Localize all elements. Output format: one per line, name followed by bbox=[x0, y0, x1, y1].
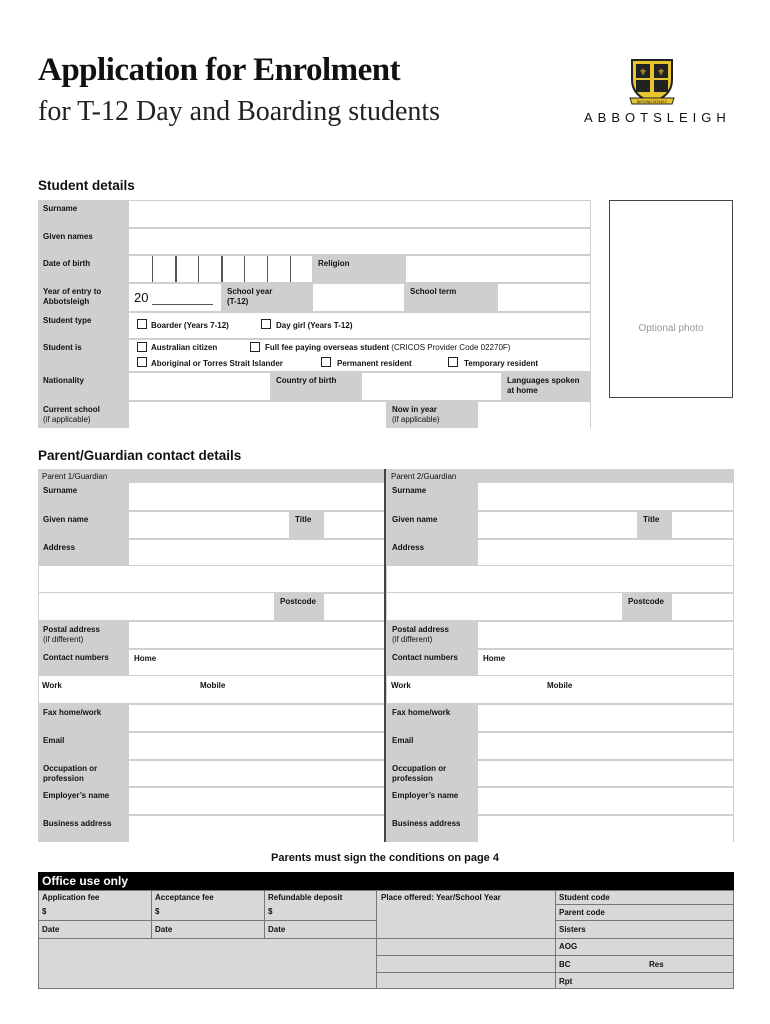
p2-occupation-line1: Occupation or bbox=[392, 764, 447, 773]
office-divider bbox=[376, 890, 377, 989]
surname-input[interactable] bbox=[129, 201, 590, 227]
p2-mobile-label: Mobile bbox=[547, 681, 573, 690]
p2-home-label: Home bbox=[483, 654, 506, 663]
school-term-input[interactable] bbox=[498, 284, 590, 311]
p2-email-label: Email bbox=[387, 732, 477, 759]
p2-address-input[interactable] bbox=[478, 540, 733, 565]
p1-surname-label: Surname bbox=[38, 482, 128, 510]
p1-title-input[interactable] bbox=[324, 512, 384, 538]
app-fee-dollar: $ bbox=[42, 907, 47, 916]
current-school-line2: (if applicable) bbox=[43, 414, 91, 424]
nationality-label: Nationality bbox=[38, 372, 128, 400]
student-code-label: Student code bbox=[559, 893, 610, 902]
p1-home-input[interactable] bbox=[129, 650, 384, 675]
p2-email-input[interactable] bbox=[478, 733, 733, 759]
languages-line2: at home bbox=[507, 385, 538, 395]
place-offered-label: Place offered: Year/School Year bbox=[381, 893, 501, 902]
parent1-heading: Parent 1/Guardian bbox=[42, 472, 108, 481]
religion-label: Religion bbox=[313, 255, 405, 282]
p1-business-label: Business address bbox=[38, 815, 128, 842]
accept-fee-date: Date bbox=[155, 925, 173, 934]
given-names-label: Given names bbox=[38, 228, 128, 254]
p2-occupation-line2: profession bbox=[392, 773, 433, 783]
boarder-label: Boarder (Years 7-12) bbox=[151, 321, 229, 330]
p1-contact-label: Contact numbers bbox=[38, 649, 128, 675]
full-fee-label bbox=[265, 343, 510, 353]
rpt-label: Rpt bbox=[559, 977, 573, 986]
p2-postal-input[interactable] bbox=[478, 622, 733, 648]
school-crest-logo bbox=[626, 56, 678, 106]
country-birth-input[interactable] bbox=[362, 373, 501, 400]
dob-divider bbox=[198, 256, 199, 282]
p2-occupation-label bbox=[387, 760, 477, 786]
p2-given-label: Given name bbox=[387, 511, 477, 538]
p2-work-label: Work bbox=[391, 681, 411, 690]
p2-address-label: Address bbox=[387, 539, 477, 565]
app-fee-label: Application fee bbox=[42, 893, 100, 902]
photo-label: Optional photo bbox=[638, 323, 704, 334]
student-type-label: Student type bbox=[38, 312, 128, 338]
school-year-input[interactable] bbox=[313, 284, 404, 311]
p1-postal-input[interactable] bbox=[129, 622, 384, 648]
school-year-line2: (T-12) bbox=[227, 296, 249, 306]
office-divider bbox=[38, 920, 376, 921]
current-school-line1: Current school bbox=[43, 405, 100, 414]
now-in-year-line1: Now in year bbox=[392, 405, 437, 414]
cricos-text: (CRICOS Provider Code 02270F) bbox=[391, 343, 511, 352]
office-divider bbox=[555, 904, 734, 905]
p1-postal-label bbox=[38, 621, 128, 648]
refund-dollar: $ bbox=[268, 907, 273, 916]
aus-citizen-label: Australian citizen bbox=[151, 343, 218, 352]
parent-code-label: Parent code bbox=[559, 908, 605, 917]
app-fee-date: Date bbox=[42, 925, 60, 934]
temporary-resident-label: Temporary resident bbox=[464, 359, 539, 368]
p1-postcode-label: Postcode bbox=[275, 593, 323, 620]
permanent-resident-label: Permanent resident bbox=[337, 359, 412, 368]
accept-fee-label: Acceptance fee bbox=[155, 893, 214, 902]
aog-label: AOG bbox=[559, 942, 578, 951]
p1-address-input[interactable] bbox=[129, 540, 384, 565]
p1-title-label: Title bbox=[290, 511, 323, 538]
sisters-label: Sisters bbox=[559, 925, 586, 934]
res-label: Res bbox=[649, 960, 664, 969]
dob-divider bbox=[290, 256, 291, 282]
full-fee-checkbox[interactable] bbox=[250, 342, 260, 352]
p1-email-label: Email bbox=[38, 732, 128, 759]
p1-fax-label: Fax home/work bbox=[38, 704, 128, 731]
p2-title-input[interactable] bbox=[672, 512, 733, 538]
p2-business-input[interactable] bbox=[478, 816, 733, 842]
p2-postal-line2: (if different) bbox=[392, 634, 433, 644]
p2-given-input[interactable] bbox=[478, 512, 637, 538]
aboriginal-label: Aboriginal or Torres Strait Islander bbox=[151, 359, 283, 368]
dob-divider bbox=[175, 256, 177, 282]
p1-employer-label: Employer’s name bbox=[38, 787, 128, 814]
surname-label: Surname bbox=[38, 200, 128, 227]
p2-postcode-label: Postcode bbox=[623, 593, 671, 620]
languages-line1: Languages spoken bbox=[507, 376, 580, 385]
dob-label: Date of birth bbox=[38, 255, 128, 282]
p1-address-line2[interactable] bbox=[39, 566, 384, 592]
dob-divider bbox=[267, 256, 268, 282]
country-birth-label: Country of birth bbox=[271, 372, 361, 400]
photo-box[interactable] bbox=[609, 200, 733, 398]
day-girl-label: Day girl (Years T-12) bbox=[276, 321, 353, 330]
dob-divider bbox=[221, 256, 223, 282]
form-title: Application for Enrolment bbox=[38, 52, 401, 88]
aboriginal-checkbox[interactable] bbox=[137, 357, 147, 367]
p2-address-line3[interactable] bbox=[387, 593, 622, 620]
p2-surname-label: Surname bbox=[387, 482, 477, 510]
parent2-heading: Parent 2/Guardian bbox=[391, 472, 457, 481]
permanent-resident-checkbox[interactable] bbox=[321, 357, 331, 367]
languages-label bbox=[502, 372, 591, 400]
now-in-year-label bbox=[387, 401, 477, 428]
refund-date: Date bbox=[268, 925, 286, 934]
refund-label: Refundable deposit bbox=[268, 893, 343, 902]
p1-given-input[interactable] bbox=[129, 512, 289, 538]
office-divider bbox=[151, 890, 152, 938]
p2-postal-label bbox=[387, 621, 477, 648]
p2-contact-label: Contact numbers bbox=[387, 649, 477, 675]
office-divider bbox=[264, 890, 265, 938]
year-entry-line2: Abbotsleigh bbox=[43, 296, 90, 306]
p1-postal-line2: (if different) bbox=[43, 634, 84, 644]
p1-postcode-input[interactable] bbox=[324, 594, 384, 620]
p1-business-input[interactable] bbox=[129, 816, 384, 842]
dob-divider bbox=[244, 256, 245, 282]
p2-title-label: Title bbox=[638, 511, 671, 538]
p1-mobile-label: Mobile bbox=[200, 681, 226, 690]
p1-work-label: Work bbox=[42, 681, 62, 690]
p1-occupation-line2: profession bbox=[43, 773, 84, 783]
year-entry-label bbox=[38, 283, 128, 311]
current-school-label bbox=[38, 401, 128, 428]
p1-fax-input[interactable] bbox=[129, 705, 384, 731]
sign-conditions-note: Parents must sign the conditions on page 4 bbox=[271, 852, 499, 864]
school-term-label: School term bbox=[405, 283, 497, 311]
p2-surname-input[interactable] bbox=[478, 483, 733, 510]
p1-surname-input[interactable] bbox=[129, 483, 384, 510]
now-in-year-input[interactable] bbox=[478, 402, 590, 428]
p1-home-label: Home bbox=[134, 654, 157, 663]
svg-text:⚜: ⚜ bbox=[638, 68, 648, 78]
year-entry-line1: Year of entry to bbox=[43, 287, 102, 296]
student-details-heading: Student details bbox=[38, 178, 135, 193]
p2-postal-line1: Postal address bbox=[392, 625, 449, 634]
given-names-input[interactable] bbox=[129, 229, 590, 254]
office-divider bbox=[38, 938, 376, 939]
parent-column-divider bbox=[384, 469, 386, 842]
p1-address-line3[interactable] bbox=[39, 593, 274, 620]
boarder-checkbox[interactable] bbox=[137, 319, 147, 329]
p2-employer-label: Employer’s name bbox=[387, 787, 477, 814]
p2-home-input[interactable] bbox=[478, 650, 733, 675]
p1-address-label: Address bbox=[38, 539, 128, 565]
office-divider bbox=[555, 920, 734, 921]
school-year-label bbox=[222, 283, 312, 311]
p1-employer-input[interactable] bbox=[129, 788, 384, 814]
full-fee-text: Full fee paying overseas student bbox=[265, 343, 390, 352]
p2-fax-label: Fax home/work bbox=[387, 704, 477, 731]
p2-employer-input[interactable] bbox=[478, 788, 733, 814]
aus-citizen-checkbox[interactable] bbox=[137, 342, 147, 352]
p2-postcode-input[interactable] bbox=[672, 594, 733, 620]
office-divider bbox=[376, 955, 734, 956]
school-name: ABBOTSLEIGH bbox=[584, 110, 731, 125]
religion-input[interactable] bbox=[406, 256, 590, 282]
now-in-year-line2: (if applicable) bbox=[392, 414, 440, 424]
accept-fee-dollar: $ bbox=[155, 907, 160, 916]
p1-given-label: Given name bbox=[38, 511, 128, 538]
p2-address-line2[interactable] bbox=[387, 566, 733, 592]
p2-occupation-input[interactable] bbox=[478, 761, 733, 786]
p1-occupation-input[interactable] bbox=[129, 761, 384, 786]
office-divider bbox=[376, 938, 734, 939]
student-is-label: Student is bbox=[38, 339, 128, 371]
current-school-input[interactable] bbox=[129, 402, 386, 428]
year-prefix: 20 bbox=[134, 290, 149, 305]
office-use-heading: Office use only bbox=[38, 872, 734, 890]
school-year-line1: School year bbox=[227, 287, 273, 296]
office-divider bbox=[376, 972, 734, 973]
nationality-input[interactable] bbox=[129, 373, 270, 400]
p1-postal-line1: Postal address bbox=[43, 625, 100, 634]
p1-email-input[interactable] bbox=[129, 733, 384, 759]
bc-label: BC bbox=[559, 960, 571, 969]
crest-motto: BEYOND MYSELF bbox=[636, 100, 668, 104]
form-subtitle: for T-12 Day and Boarding students bbox=[38, 96, 441, 127]
p1-occupation-line1: Occupation or bbox=[43, 764, 98, 773]
p2-fax-input[interactable] bbox=[478, 705, 733, 731]
temporary-resident-checkbox[interactable] bbox=[448, 357, 458, 367]
p1-occupation-label bbox=[38, 760, 128, 786]
p2-business-label: Business address bbox=[387, 815, 477, 842]
year-entry-underline bbox=[152, 304, 213, 305]
parent-details-heading: Parent/Guardian contact details bbox=[38, 448, 242, 463]
dob-divider bbox=[152, 256, 153, 282]
day-girl-checkbox[interactable] bbox=[261, 319, 271, 329]
svg-text:⚜: ⚜ bbox=[656, 68, 666, 78]
